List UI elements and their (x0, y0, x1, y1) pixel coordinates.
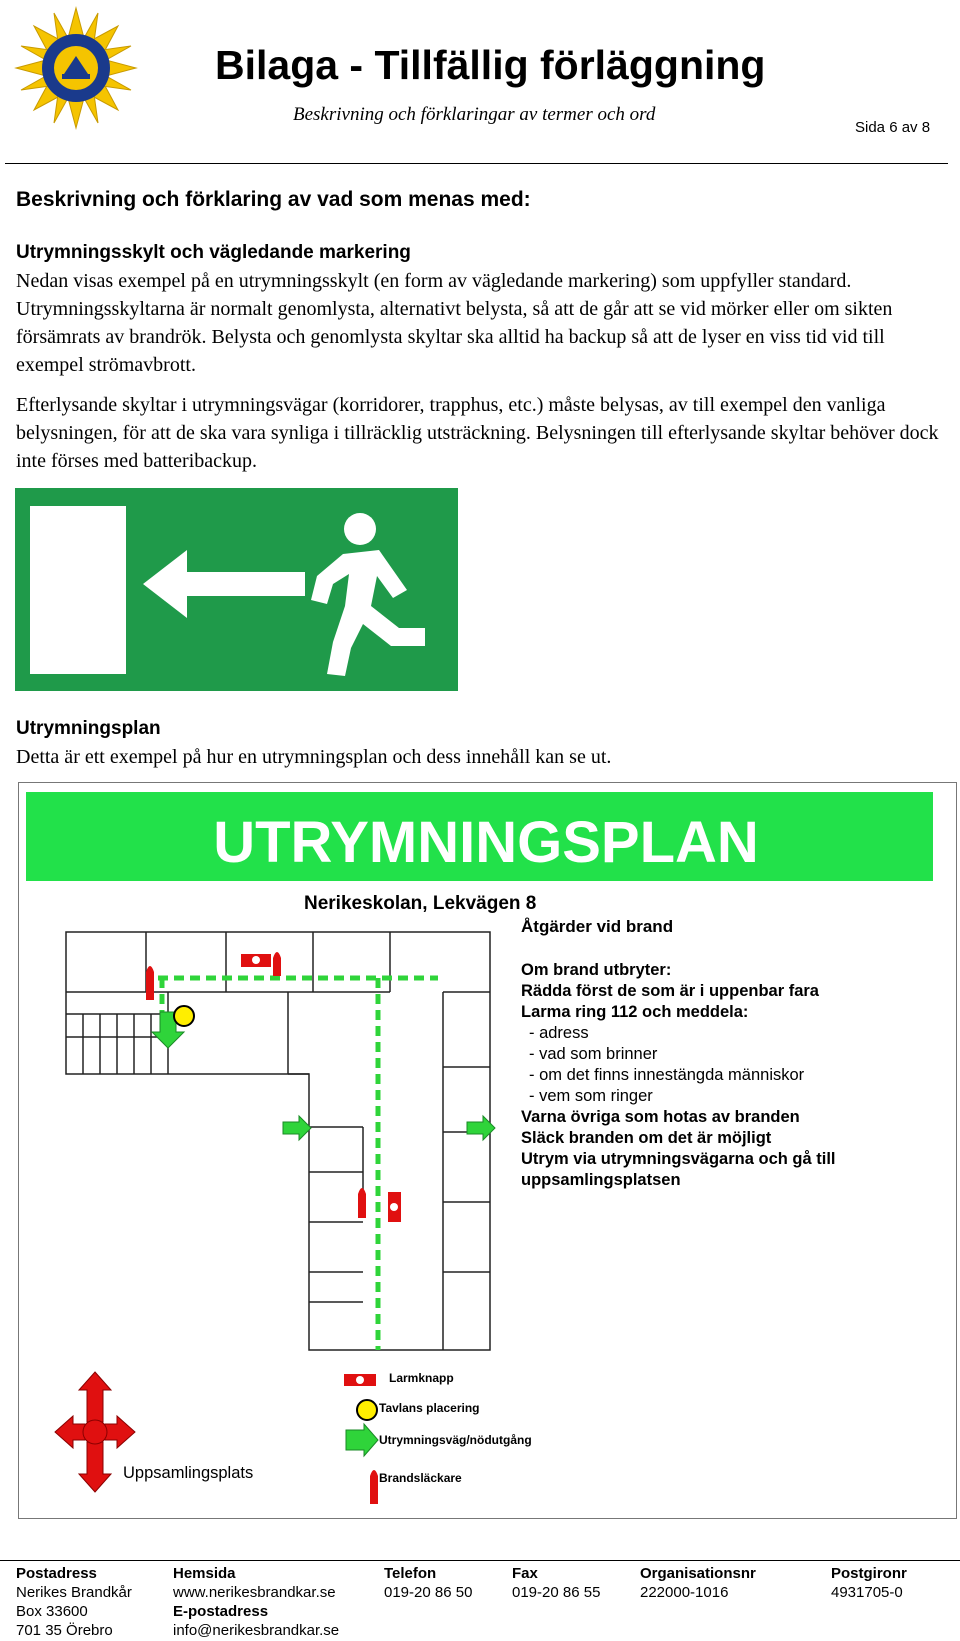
paragraph-glow-signs: Efterlysande skyltar i utrymningsvägar (korridorer, trapphus, etc.) måste belysas, av till exempel den vanliga belysningen, för att de ska vara synliga i tillräcklig utsträckning. Belysningen till efterlysande skyltar behöver dock inte förses med batteribackup. (16, 394, 939, 472)
instruction-line: uppsamlingsplatsen (521, 1171, 681, 1189)
instruction-line: Om brand utbryter: (521, 961, 672, 979)
instruction-line: Utrym via utrymningsvägarna och gå till (521, 1150, 836, 1168)
footer-value: 222000-1016 (640, 1584, 729, 1601)
footer-label-telefon: Telefon (384, 1565, 437, 1582)
instruction-line: Rädda först de som är i uppenbar fara (521, 982, 819, 1000)
plan-intro: Detta är ett exempel på hur en utrymningsplan och dess innehåll kan se ut. (16, 746, 612, 768)
plan-address: Nerikeskolan, Lekvägen 8 (304, 893, 537, 914)
legend-board: Tavlans placering (379, 1401, 480, 1415)
brandkar-logo (14, 6, 138, 130)
board-location-icon (174, 1006, 194, 1026)
instruction-line: Larma ring 112 och meddela: (521, 1003, 749, 1021)
plan-heading: Utrymningsplan (16, 718, 161, 739)
instruction-line: Varna övriga som hotas av branden (521, 1108, 800, 1126)
evacuation-plan (18, 782, 958, 1520)
header-divider (5, 163, 948, 164)
footer-value: 019-20 86 50 (384, 1584, 473, 1601)
footer-value: 019-20 86 55 (512, 1584, 601, 1601)
footer-website-link[interactable]: www.nerikesbrandkar.se (173, 1584, 336, 1601)
legend-alarm: Larmknapp (389, 1371, 454, 1385)
footer-value: Nerikes Brandkår (16, 1584, 132, 1601)
paragraph-exit-signs: Nedan visas exempel på en utrymningsskylt (en form av vägledande markering) som uppfyller standard. Utrymningsskyltarna är normalt genomlysta, alternativt belysta, så att de går att se vid mörker eller om sikten försämrats av brandrök. Belysta och genomlysta skyltar ska alltid ha backup så att de lyser en viss tid vid till exempel strömavbrott. (16, 270, 893, 376)
footer-label-fax: Fax (512, 1565, 538, 1582)
assembly-label: Uppsamlingsplats (123, 1464, 254, 1482)
footer-value: 4931705-0 (831, 1584, 903, 1601)
footer-value: Box 33600 (16, 1603, 88, 1620)
instruction-line: - vem som ringer (529, 1087, 653, 1105)
section-heading: Beskrivning och förklaring av vad som menas med: (16, 188, 531, 211)
page-number: Sida 6 av 8 (855, 119, 931, 136)
exit-sign-heading: Utrymningsskylt och vägledande markering (16, 242, 411, 263)
instruction-line: - vad som brinner (529, 1045, 658, 1063)
footer-label-postadress: Postadress (16, 1565, 97, 1582)
footer-label-hemsida: Hemsida (173, 1565, 236, 1582)
extinguisher-icon (146, 966, 154, 1000)
document-title: Bilaga - Tillfällig förläggning (215, 42, 766, 88)
exit-sign-image (15, 488, 458, 691)
extinguisher-icon (358, 1188, 366, 1218)
legend-exit: Utrymningsväg/nödutgång (379, 1433, 532, 1447)
instruction-line: - om det finns innestängda människor (529, 1066, 805, 1084)
footer-label-orgnr: Organisationsnr (640, 1565, 756, 1582)
footer-value: 701 35 Örebro (16, 1622, 113, 1639)
document-subtitle: Beskrivning och förklaringar av termer och ord (293, 104, 656, 125)
footer-divider (0, 1560, 960, 1561)
footer-label-postgironr: Postgironr (831, 1565, 907, 1582)
instruction-line: Släck branden om det är möjligt (521, 1129, 772, 1147)
instruction-line: - adress (529, 1024, 589, 1042)
board-location-icon (357, 1400, 377, 1420)
footer-email-link[interactable]: info@nerikesbrandkar.se (173, 1622, 340, 1639)
actions-title: Åtgärder vid brand (521, 917, 674, 936)
extinguisher-icon (273, 952, 281, 976)
footer-label-epostadress: E-postadress (173, 1603, 269, 1620)
legend-extinguisher: Brandsläckare (379, 1471, 462, 1485)
extinguisher-icon (370, 1470, 378, 1504)
plan-banner: UTRYMNINGSPLAN (213, 810, 759, 875)
